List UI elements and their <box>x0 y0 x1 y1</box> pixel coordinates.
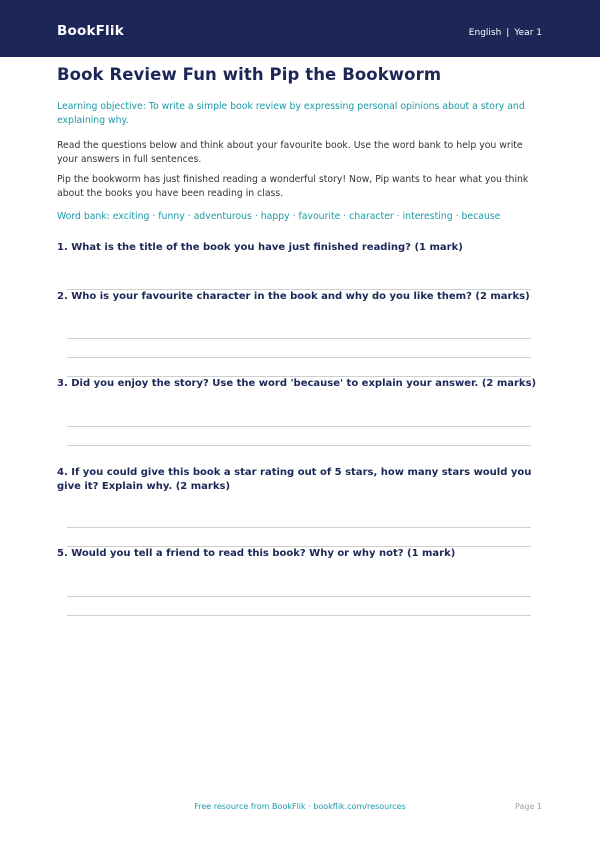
intro-section <box>57 64 537 224</box>
subject-label: English <box>468 28 502 38</box>
answer-line[interactable] <box>67 445 531 446</box>
header-bar <box>0 0 600 57</box>
story-paragraph: Pip the bookworm has just finished reading a wonderful story! Now, Pip wants to hear what you think about the books you have been reading in class. <box>57 174 529 199</box>
brand-logo: BookFlik <box>57 23 124 39</box>
question-2: 2. Who is your favourite character in the book and why do you like them? (2 marks) <box>57 291 530 302</box>
page-title: Book Review Fun with Pip the Bookworm <box>57 65 442 84</box>
word-bank: Word bank: exciting · funny · adventurous · happy · favourite · character · interesting · because <box>57 211 501 222</box>
question-4: 4. If you could give this book a star rating out of 5 stars, how many stars would you give it? Explain why. (2 marks) <box>57 467 532 492</box>
question-1: 1. What is the title of the book you have just finished reading? (1 mark) <box>57 242 463 253</box>
answer-line[interactable] <box>67 426 531 427</box>
page-number: Page 1 <box>515 802 542 811</box>
answer-line[interactable] <box>67 357 531 358</box>
answer-line[interactable] <box>67 527 531 528</box>
question-3: 3. Did you enjoy the story? Use the word 'because' to explain your answer. (2 marks) <box>57 378 537 389</box>
subject-year <box>469 28 542 38</box>
answer-line[interactable] <box>67 338 531 339</box>
answer-line[interactable] <box>67 596 531 597</box>
instructions-paragraph: Read the questions below and think about your favourite book. Use the word bank to help you write your answers in full sentences. <box>57 140 523 165</box>
answer-line[interactable] <box>67 615 531 616</box>
year-label: Year 1 <box>514 28 542 38</box>
learning-objective: Learning objective: To write a simple book review by expressing personal opinions about a story and explaining why. <box>57 101 525 126</box>
subject-separator: | <box>506 28 510 38</box>
footer-text: Free resource from BookFlik · bookflik.com/resources <box>194 802 406 811</box>
question-5: 5. Would you tell a friend to read this book? Why or why not? (1 mark) <box>57 548 456 559</box>
